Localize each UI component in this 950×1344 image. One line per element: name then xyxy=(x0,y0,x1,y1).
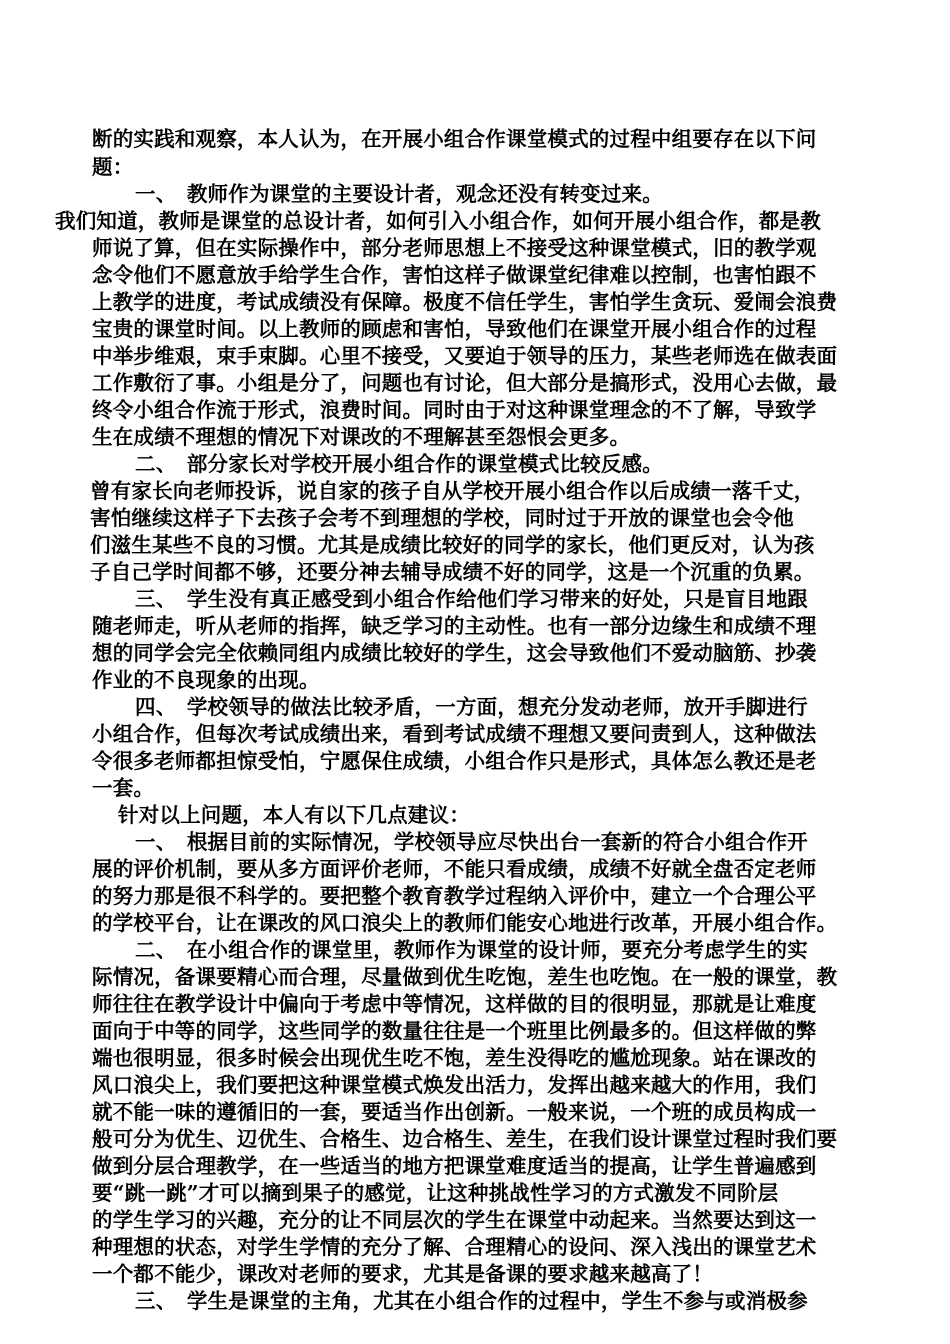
text-line: 念令他们不愿意放手给学生合作，害怕这样子做课堂纪律难以控制，也害怕跟不 xyxy=(92,263,817,287)
text-line: 题： xyxy=(92,155,134,179)
text-line: 师往往在教学设计中偏向于考虑中等情况，这样做的目的很明显，那就是让难度 xyxy=(92,992,817,1016)
text-line: 令很多老师都担惊受怕，宁愿保住成绩，小组合作只是形式，具体怎么教还是老 xyxy=(92,749,817,773)
text-line: 般可分为优生、辺优生、合格生、边合格生、差生，在我们设计课堂过程时我们要 xyxy=(92,1127,838,1151)
text-line: 工作敷衍了事。小组是分了，问题也有讨论，但大部分是搞形式，没用心去做，最 xyxy=(92,371,838,395)
text-line: 展的评价机制，要从多方面评价老师，不能只看成绩，成绩不好就全盘否定老师 xyxy=(92,857,817,881)
text-line: 针对以上问题，本人有以下几点建议： xyxy=(118,803,470,827)
text-line: 一个都不能少，课改对老师的要求，尤其是备课的要求越来越高了！ xyxy=(92,1262,713,1286)
text-line: 曾有家长向老师投诉，说自家的孩子自从学校开展小组合作以后成绩一落千丈， xyxy=(90,479,815,503)
text-line: 上教学的进度，考试成绩没有保障。极度不信任学生，害怕学生贪玩、爱闹会浪费 xyxy=(92,290,838,314)
text-line: 宝贵的课堂时间。以上教师的顾虑和害怕，导致他们在课堂开展小组合作的过程 xyxy=(92,317,817,341)
section-heading-line: 四、 学校领导的做法比较矛盾，一方面，想充分发动老师，放开手脚进行 xyxy=(135,695,808,719)
text-line: 就不能一味的遵循旧的一套，要适当作出创新。一般来说，一个班的成员构成一 xyxy=(92,1100,817,1124)
text-line: 的学生学习的兴趣，充分的让不同层次的学生在课堂中动起来。当然要达到这一 xyxy=(92,1208,817,1232)
text-line: 中举步维艰，束手束脚。心里不接受，又要迫于领导的压力，某些老师选在做表面 xyxy=(92,344,838,368)
text-line: 小组合作，但每次考试成绩出来，看到考试成绩不理想又要问责到人，这种做法 xyxy=(92,722,817,746)
text-line: 害怕继续这样子下去孩子会考不到理想的学校，同时过于开放的课堂也会令他 xyxy=(90,506,794,530)
text-line: 子自己学时间都不够，还要分神去辅导成绩不好的同学，这是一个沉重的负累。 xyxy=(90,560,815,584)
text-line: 终令小组合作流于形式，浪费时间。同时由于对这种课堂理念的不了解，导致学 xyxy=(92,398,817,422)
text-line: 作业的不良现象的出现。 xyxy=(92,668,320,692)
text-line: 生在成绩不理想的情况下对课改的不理解甚至怨恨会更多。 xyxy=(92,425,631,449)
section-heading-line: 二、 在小组合作的课堂里，教师作为课堂的设计师，要充分考虑学生的实 xyxy=(135,938,808,962)
text-line: 做到分层合理教学，在一些适当的地方把课堂难度适当的提高，让学生普遍感到 xyxy=(92,1154,817,1178)
text-line: 们滋生某些不良的习惯。尤其是成绩比较好的同学的家长，他们更反对，认为孩 xyxy=(90,533,815,557)
section-heading-line: 三、 学生没有真正感受到小组合作给他们学习带来的好处，只是盲目地跟 xyxy=(135,587,808,611)
text-line: 的努力那是很不科学的。要把整个教育教学过程纳入评价中，建立一个合理公平 xyxy=(92,884,817,908)
text-line: 想的同学会完全依赖同组内成绩比较好的学生，这会导致他们不爱动脑筋、抄袭 xyxy=(92,641,817,665)
text-line: 一套。 xyxy=(92,776,155,800)
text-line: 断的实践和观察，本人认为，在开展小组合作课堂模式的过程中组要存在以下问 xyxy=(92,127,817,151)
text-line: 的学校平台，让在课改的风口浪尖上的教师们能安心地进行改革，开展小组合作。 xyxy=(92,911,838,935)
text-line: 端也很明显，很多时候会出现优生吃不饱，差生没得吃的尴尬现象。站在课改的 xyxy=(92,1046,817,1070)
text-line: 随老师走，听从老师的指挥，缺乏学习的主动性。也有一部分边缘生和成绩不理 xyxy=(92,614,817,638)
text-line: 风口浪尖上，我们要把这种课堂模式焕发出活力，发挥出越来越大的作用，我们 xyxy=(92,1073,817,1097)
text-line: 师说了算，但在实际操作中，部分老师思想上不接受这种课堂模式，旧的教学观 xyxy=(92,236,817,260)
section-heading-line: 二、 部分家长对学校开展小组合作的课堂模式比较反感。 xyxy=(135,452,663,476)
section-heading-line: 一、 教师作为课堂的主要设计者，观念还没有转变过来。 xyxy=(135,182,663,206)
text-line: 我们知道，教师是课堂的总设计者，如何引入小组合作，如何开展小组合作，都是教 xyxy=(55,209,821,233)
text-line: 面向于中等的同学，这些同学的数量往往是一个班里比例最多的。但这样做的弊 xyxy=(92,1019,817,1043)
text-line: 种理想的状态，对学生学情的充分了解、合理精心的设问、深入浅出的课堂艺术 xyxy=(92,1235,817,1259)
text-line: 际情况，备课要精心而合理，尽量做到优生吃饱，差生也吃饱。在一般的课堂，教 xyxy=(92,965,838,989)
section-heading-line: 三、 学生是课堂的主角，尤其在小组合作的过程中，学生不参与或消极参 xyxy=(135,1289,808,1313)
section-heading-line: 一、 根据目前的实际情况，学校领导应尽快出台一套新的符合小组合作开 xyxy=(135,830,808,854)
text-line: 要“跳一跳”才可以摘到果子的感觉，让这种挑战性学习的方式激发不同阶层 xyxy=(92,1181,779,1205)
